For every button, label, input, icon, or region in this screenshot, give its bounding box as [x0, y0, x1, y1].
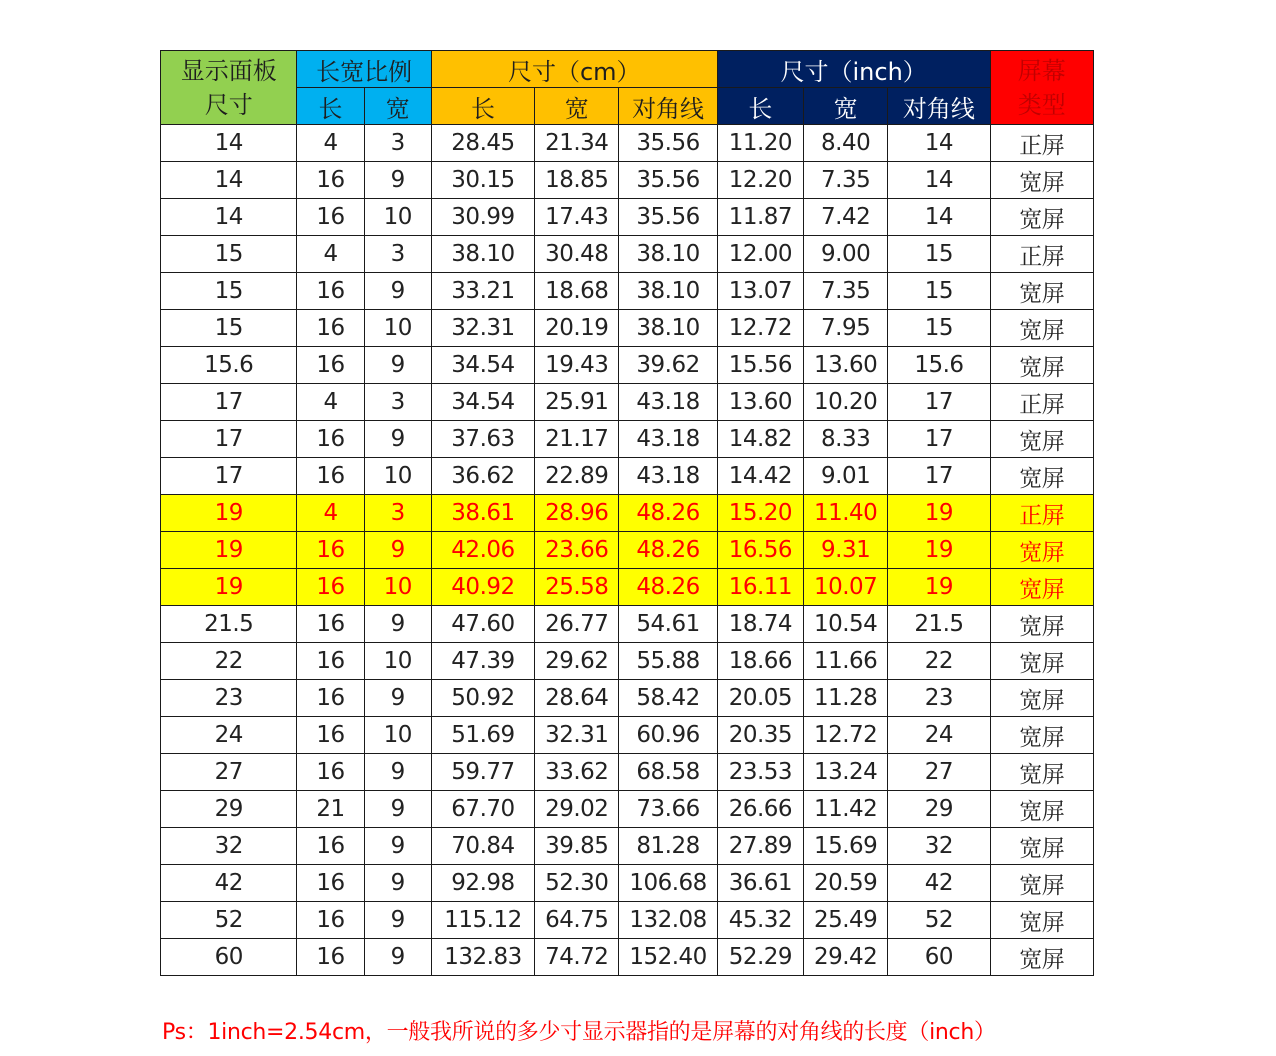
table-row: [161, 717, 1094, 754]
cell-panel-size: 19: [161, 569, 297, 606]
cell-inch-diagonal: 15: [888, 310, 990, 347]
header-inch-width: 宽: [804, 88, 888, 125]
table-row: [161, 606, 1094, 643]
cell-inch-diagonal: 29: [888, 791, 990, 828]
cell-cm-length: 67.70: [431, 791, 534, 828]
cell-inch-width: 9.00: [804, 236, 888, 273]
cell-inch-length: 11.87: [717, 199, 803, 236]
cell-cm-diagonal: 43.18: [619, 458, 717, 495]
screen-size-table: [160, 50, 1094, 976]
header-cm-diagonal: 对角线: [619, 88, 717, 125]
cell-inch-length: 18.74: [717, 606, 803, 643]
cell-cm-width: 20.19: [535, 310, 619, 347]
cell-ratio-width: 9: [364, 162, 431, 199]
cell-cm-diagonal: 73.66: [619, 791, 717, 828]
cell-cm-diagonal: 60.96: [619, 717, 717, 754]
cell-panel-size: 19: [161, 495, 297, 532]
cell-cm-width: 28.64: [535, 680, 619, 717]
cell-inch-width: 10.20: [804, 384, 888, 421]
cell-ratio-width: 10: [364, 717, 431, 754]
cell-inch-length: 12.20: [717, 162, 803, 199]
cell-ratio-width: 9: [364, 902, 431, 939]
cell-cm-diagonal: 35.56: [619, 125, 717, 162]
cell-ratio-length: 16: [297, 199, 364, 236]
table-row: [161, 458, 1094, 495]
cell-cm-length: 70.84: [431, 828, 534, 865]
cell-panel-size: 32: [161, 828, 297, 865]
cell-cm-width: 32.31: [535, 717, 619, 754]
cell-cm-width: 29.62: [535, 643, 619, 680]
cell-panel-size: 21.5: [161, 606, 297, 643]
cell-cm-width: 18.68: [535, 273, 619, 310]
cell-screen-type: 宽屏: [990, 310, 1093, 347]
cell-inch-width: 8.33: [804, 421, 888, 458]
cell-inch-diagonal: 42: [888, 865, 990, 902]
cell-cm-length: 59.77: [431, 754, 534, 791]
cell-cm-width: 18.85: [535, 162, 619, 199]
cell-inch-length: 20.35: [717, 717, 803, 754]
cell-ratio-length: 16: [297, 828, 364, 865]
cell-cm-width: 29.02: [535, 791, 619, 828]
cell-screen-type: 宽屏: [990, 643, 1093, 680]
cell-ratio-width: 9: [364, 680, 431, 717]
cell-cm-diagonal: 43.18: [619, 421, 717, 458]
cell-ratio-width: 9: [364, 828, 431, 865]
cell-ratio-length: 16: [297, 939, 364, 976]
cell-ratio-width: 9: [364, 347, 431, 384]
cell-inch-width: 13.24: [804, 754, 888, 791]
footnote: Ps：1inch=2.54cm，一般我所说的多少寸显示器指的是屏幕的对角线的长度（inch）: [162, 1020, 996, 1045]
cell-inch-width: 13.60: [804, 347, 888, 384]
cell-inch-width: 7.95: [804, 310, 888, 347]
cell-cm-length: 37.63: [431, 421, 534, 458]
cell-cm-diagonal: 132.08: [619, 902, 717, 939]
cell-inch-diagonal: 22: [888, 643, 990, 680]
cell-screen-type: 宽屏: [990, 199, 1093, 236]
cell-screen-type: 宽屏: [990, 532, 1093, 569]
cell-inch-diagonal: 15: [888, 236, 990, 273]
cell-cm-width: 19.43: [535, 347, 619, 384]
cell-screen-type: 宽屏: [990, 902, 1093, 939]
cell-inch-width: 10.54: [804, 606, 888, 643]
cell-screen-type: 正屏: [990, 236, 1093, 273]
header-cm-width: 宽: [535, 88, 619, 125]
cell-panel-size: 15: [161, 273, 297, 310]
cell-ratio-width: 10: [364, 643, 431, 680]
cell-cm-length: 132.83: [431, 939, 534, 976]
table-row: [161, 273, 1094, 310]
cell-cm-length: 38.61: [431, 495, 534, 532]
cell-cm-width: 30.48: [535, 236, 619, 273]
cell-inch-length: 52.29: [717, 939, 803, 976]
cell-ratio-length: 16: [297, 865, 364, 902]
table-row: [161, 902, 1094, 939]
cell-panel-size: 24: [161, 717, 297, 754]
cell-screen-type: 宽屏: [990, 680, 1093, 717]
cell-inch-diagonal: 19: [888, 569, 990, 606]
cell-panel-size: 17: [161, 384, 297, 421]
cell-inch-diagonal: 23: [888, 680, 990, 717]
cell-screen-type: 宽屏: [990, 717, 1093, 754]
header-panel-size: [161, 51, 297, 125]
table-row: [161, 236, 1094, 273]
cell-cm-width: 23.66: [535, 532, 619, 569]
cell-inch-length: 20.05: [717, 680, 803, 717]
cell-ratio-width: 9: [364, 939, 431, 976]
cell-screen-type: 宽屏: [990, 347, 1093, 384]
cell-panel-size: 14: [161, 199, 297, 236]
cell-ratio-length: 16: [297, 310, 364, 347]
table-row: [161, 199, 1094, 236]
cell-cm-diagonal: 35.56: [619, 162, 717, 199]
cell-panel-size: 15: [161, 310, 297, 347]
cell-inch-diagonal: 14: [888, 162, 990, 199]
cell-panel-size: 14: [161, 162, 297, 199]
cell-ratio-length: 16: [297, 458, 364, 495]
header-screen-type: [990, 51, 1093, 125]
cell-cm-length: 28.45: [431, 125, 534, 162]
table-row: [161, 939, 1094, 976]
cell-cm-length: 42.06: [431, 532, 534, 569]
table-row: [161, 162, 1094, 199]
cell-ratio-length: 4: [297, 236, 364, 273]
cell-inch-width: 7.42: [804, 199, 888, 236]
table-row: [161, 754, 1094, 791]
cell-cm-width: 21.34: [535, 125, 619, 162]
cell-ratio-width: 10: [364, 458, 431, 495]
table-row: [161, 347, 1094, 384]
cell-inch-diagonal: 19: [888, 495, 990, 532]
cell-screen-type: 宽屏: [990, 458, 1093, 495]
table-row: [161, 828, 1094, 865]
cell-cm-diagonal: 43.18: [619, 384, 717, 421]
cell-cm-width: 25.91: [535, 384, 619, 421]
cell-inch-width: 10.07: [804, 569, 888, 606]
cell-ratio-length: 16: [297, 162, 364, 199]
cell-ratio-length: 16: [297, 532, 364, 569]
cell-inch-diagonal: 17: [888, 421, 990, 458]
cell-inch-length: 18.66: [717, 643, 803, 680]
cell-inch-diagonal: 60: [888, 939, 990, 976]
cell-cm-length: 47.60: [431, 606, 534, 643]
cell-inch-width: 15.69: [804, 828, 888, 865]
cell-cm-diagonal: 55.88: [619, 643, 717, 680]
cell-cm-diagonal: 48.26: [619, 532, 717, 569]
cell-inch-width: 12.72: [804, 717, 888, 754]
cell-screen-type: 宽屏: [990, 606, 1093, 643]
cell-cm-diagonal: 38.10: [619, 310, 717, 347]
cell-cm-diagonal: 39.62: [619, 347, 717, 384]
cell-screen-type: 宽屏: [990, 569, 1093, 606]
cell-panel-size: 23: [161, 680, 297, 717]
cell-cm-length: 34.54: [431, 384, 534, 421]
cell-cm-diagonal: 81.28: [619, 828, 717, 865]
cell-inch-length: 14.42: [717, 458, 803, 495]
cell-inch-length: 45.32: [717, 902, 803, 939]
table-row: [161, 643, 1094, 680]
cell-inch-length: 13.60: [717, 384, 803, 421]
table-row: [161, 680, 1094, 717]
cell-cm-width: 21.17: [535, 421, 619, 458]
header-ratio-length: 长: [297, 88, 364, 125]
cell-inch-diagonal: 21.5: [888, 606, 990, 643]
cell-inch-diagonal: 15.6: [888, 347, 990, 384]
cell-cm-length: 34.54: [431, 347, 534, 384]
cell-screen-type: 宽屏: [990, 421, 1093, 458]
cell-panel-size: 29: [161, 791, 297, 828]
cell-cm-width: 39.85: [535, 828, 619, 865]
cell-cm-diagonal: 58.42: [619, 680, 717, 717]
cell-cm-diagonal: 48.26: [619, 569, 717, 606]
cell-inch-width: 8.40: [804, 125, 888, 162]
cell-inch-length: 27.89: [717, 828, 803, 865]
cell-panel-size: 42: [161, 865, 297, 902]
header-size-cm: 尺寸（cm）: [431, 51, 717, 88]
cell-ratio-width: 10: [364, 199, 431, 236]
header-row-1: [161, 51, 1094, 88]
header-size-inch: 尺寸（inch）: [717, 51, 990, 88]
cell-cm-width: 22.89: [535, 458, 619, 495]
cell-cm-width: 26.77: [535, 606, 619, 643]
cell-inch-width: 25.49: [804, 902, 888, 939]
cell-cm-diagonal: 106.68: [619, 865, 717, 902]
cell-ratio-length: 21: [297, 791, 364, 828]
cell-ratio-length: 4: [297, 384, 364, 421]
cell-ratio-length: 16: [297, 717, 364, 754]
cell-cm-length: 30.99: [431, 199, 534, 236]
cell-cm-width: 33.62: [535, 754, 619, 791]
cell-cm-diagonal: 38.10: [619, 273, 717, 310]
cell-panel-size: 17: [161, 458, 297, 495]
header-screen-type-line1: 屏幕: [1017, 56, 1066, 85]
table-row: [161, 421, 1094, 458]
cell-cm-diagonal: 54.61: [619, 606, 717, 643]
header-aspect-ratio: 长宽比例: [297, 51, 431, 88]
cell-inch-diagonal: 17: [888, 384, 990, 421]
cell-screen-type: 宽屏: [990, 865, 1093, 902]
cell-cm-width: 64.75: [535, 902, 619, 939]
cell-ratio-width: 9: [364, 421, 431, 458]
cell-inch-length: 16.11: [717, 569, 803, 606]
cell-cm-length: 33.21: [431, 273, 534, 310]
cell-ratio-width: 9: [364, 754, 431, 791]
cell-inch-width: 11.40: [804, 495, 888, 532]
cell-cm-width: 17.43: [535, 199, 619, 236]
cell-cm-length: 115.12: [431, 902, 534, 939]
cell-cm-diagonal: 38.10: [619, 236, 717, 273]
cell-screen-type: 宽屏: [990, 828, 1093, 865]
cell-ratio-length: 16: [297, 347, 364, 384]
cell-inch-diagonal: 14: [888, 199, 990, 236]
cell-ratio-length: 16: [297, 273, 364, 310]
table-row: [161, 865, 1094, 902]
cell-cm-width: 74.72: [535, 939, 619, 976]
cell-panel-size: 15.6: [161, 347, 297, 384]
cell-inch-length: 26.66: [717, 791, 803, 828]
cell-inch-length: 15.20: [717, 495, 803, 532]
cell-inch-diagonal: 19: [888, 532, 990, 569]
cell-ratio-length: 16: [297, 569, 364, 606]
cell-panel-size: 15: [161, 236, 297, 273]
cell-cm-width: 28.96: [535, 495, 619, 532]
cell-cm-diagonal: 35.56: [619, 199, 717, 236]
cell-cm-length: 30.15: [431, 162, 534, 199]
cell-inch-width: 7.35: [804, 162, 888, 199]
header-inch-diagonal: 对角线: [888, 88, 990, 125]
cell-ratio-width: 3: [364, 236, 431, 273]
cell-cm-length: 32.31: [431, 310, 534, 347]
cell-ratio-width: 9: [364, 606, 431, 643]
cell-panel-size: 22: [161, 643, 297, 680]
cell-inch-length: 15.56: [717, 347, 803, 384]
cell-inch-length: 16.56: [717, 532, 803, 569]
cell-panel-size: 19: [161, 532, 297, 569]
cell-inch-width: 11.66: [804, 643, 888, 680]
cell-screen-type: 宽屏: [990, 791, 1093, 828]
table-row: [161, 310, 1094, 347]
cell-ratio-length: 16: [297, 606, 364, 643]
table-row: [161, 569, 1094, 606]
table-row: [161, 384, 1094, 421]
cell-cm-length: 92.98: [431, 865, 534, 902]
cell-ratio-width: 9: [364, 865, 431, 902]
table-row: [161, 495, 1094, 532]
cell-ratio-width: 9: [364, 273, 431, 310]
cell-cm-length: 38.10: [431, 236, 534, 273]
cell-panel-size: 14: [161, 125, 297, 162]
table-row: [161, 125, 1094, 162]
header-panel-size-line1: 显示面板: [180, 56, 277, 85]
cell-ratio-length: 16: [297, 902, 364, 939]
cell-inch-diagonal: 27: [888, 754, 990, 791]
cell-inch-width: 11.42: [804, 791, 888, 828]
cell-ratio-width: 3: [364, 125, 431, 162]
cell-cm-diagonal: 152.40: [619, 939, 717, 976]
cell-ratio-length: 4: [297, 125, 364, 162]
cell-ratio-width: 10: [364, 310, 431, 347]
cell-ratio-length: 16: [297, 754, 364, 791]
cell-ratio-length: 16: [297, 680, 364, 717]
cell-inch-diagonal: 52: [888, 902, 990, 939]
cell-inch-length: 12.72: [717, 310, 803, 347]
cell-cm-width: 25.58: [535, 569, 619, 606]
cell-ratio-width: 10: [364, 569, 431, 606]
cell-cm-diagonal: 48.26: [619, 495, 717, 532]
cell-inch-length: 12.00: [717, 236, 803, 273]
cell-cm-length: 36.62: [431, 458, 534, 495]
cell-cm-length: 51.69: [431, 717, 534, 754]
cell-panel-size: 60: [161, 939, 297, 976]
cell-cm-length: 50.92: [431, 680, 534, 717]
cell-screen-type: 宽屏: [990, 939, 1093, 976]
header-ratio-width: 宽: [364, 88, 431, 125]
cell-ratio-width: 9: [364, 532, 431, 569]
cell-screen-type: 正屏: [990, 384, 1093, 421]
header-inch-length: 长: [717, 88, 803, 125]
cell-panel-size: 17: [161, 421, 297, 458]
cell-screen-type: 正屏: [990, 125, 1093, 162]
cell-ratio-length: 16: [297, 643, 364, 680]
cell-cm-diagonal: 68.58: [619, 754, 717, 791]
cell-screen-type: 宽屏: [990, 162, 1093, 199]
cell-panel-size: 27: [161, 754, 297, 791]
cell-inch-width: 9.01: [804, 458, 888, 495]
header-cm-length: 长: [431, 88, 534, 125]
cell-inch-diagonal: 14: [888, 125, 990, 162]
cell-inch-width: 9.31: [804, 532, 888, 569]
cell-screen-type: 宽屏: [990, 754, 1093, 791]
table-row: [161, 791, 1094, 828]
cell-ratio-width: 9: [364, 791, 431, 828]
cell-cm-length: 40.92: [431, 569, 534, 606]
cell-screen-type: 正屏: [990, 495, 1093, 532]
cell-inch-width: 29.42: [804, 939, 888, 976]
cell-inch-length: 14.82: [717, 421, 803, 458]
cell-cm-width: 52.30: [535, 865, 619, 902]
cell-inch-length: 13.07: [717, 273, 803, 310]
header-row-2: [161, 88, 1094, 125]
cell-cm-length: 47.39: [431, 643, 534, 680]
cell-inch-diagonal: 32: [888, 828, 990, 865]
cell-inch-diagonal: 15: [888, 273, 990, 310]
cell-inch-length: 23.53: [717, 754, 803, 791]
header-panel-size-line2: 尺寸: [204, 90, 253, 119]
header-screen-type-line2: 类型: [1017, 90, 1066, 119]
cell-inch-diagonal: 17: [888, 458, 990, 495]
cell-ratio-length: 4: [297, 495, 364, 532]
cell-ratio-width: 3: [364, 495, 431, 532]
cell-inch-diagonal: 24: [888, 717, 990, 754]
table-body: [161, 125, 1094, 976]
cell-inch-length: 11.20: [717, 125, 803, 162]
cell-inch-width: 7.35: [804, 273, 888, 310]
cell-ratio-length: 16: [297, 421, 364, 458]
cell-inch-width: 20.59: [804, 865, 888, 902]
cell-inch-length: 36.61: [717, 865, 803, 902]
cell-panel-size: 52: [161, 902, 297, 939]
table-row: [161, 532, 1094, 569]
cell-screen-type: 宽屏: [990, 273, 1093, 310]
cell-ratio-width: 3: [364, 384, 431, 421]
cell-inch-width: 11.28: [804, 680, 888, 717]
